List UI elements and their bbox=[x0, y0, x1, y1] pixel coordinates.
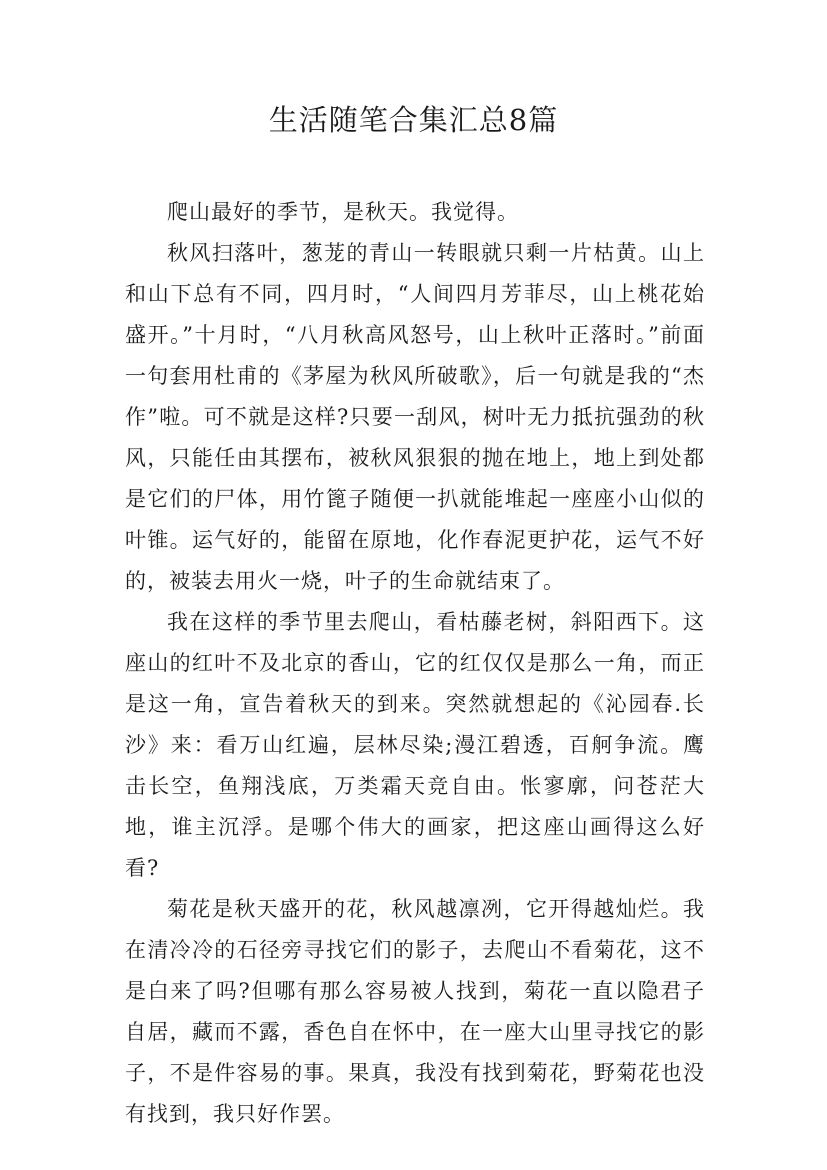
paragraph-4: 菊花是秋天盛开的花，秋风越凛冽，它开得越灿烂。我在清冷冷的石径旁寻找它们的影子，去爬山不看菊花，这不是白来了吗?但哪有那么容易被人找到，菊花一直以隐君子自居，藏而不露，香色自在怀中，在一座大山里寻找它的影子，不是件容易的事。果真，我没有找到菊花，野菊花也没有找到，我只好作罢。 bbox=[125, 897, 705, 1126]
document-body bbox=[125, 192, 705, 1135]
paragraph-1: 爬山最好的季节，是秋天。我觉得。 bbox=[167, 200, 519, 224]
paragraph-2: 秋风扫落叶，葱茏的青山一转眼就只剩一片枯黄。山上和山下总有不同，四月时，“人间四月芳菲尽，山上桃花始盛开。”十月时，“八月秋高风怒号，山上秋叶正落时。”前面一句套用杜甫的《茅屋为秋风所破歌》，后一句就是我的“杰作”啦。可不就是这样?只要一刮风，树叶无力抵抗强劲的秋风，只能任由其摆布，被秋风狠狠的抛在地上，地上到处都是它们的尸体，用竹篦子随便一扒就能堆起一座座小山似的叶锥。运气好的，能留在原地，化作春泥更护花，运气不好的，被装去用火一烧，叶子的生命就结束了。 bbox=[125, 241, 705, 593]
paragraph-3: 我在这样的季节里去爬山，看枯藤老树，斜阳西下。这座山的红叶不及北京的香山，它的红仅仅是那么一角，而正是这一角，宣告着秋天的到来。突然就想起的《沁园春.长沙》来：看万山红遍，层林尽染;漫江碧透，百舸争流。鹰击长空，鱼翔浅底，万类霜天竞自由。怅寥廓，问苍茫大地，谁主沉浮。是哪个伟大的画家，把这座山画得这么好看? bbox=[125, 610, 705, 880]
document-title: 生活随笔合集汇总8篇 bbox=[268, 103, 559, 137]
